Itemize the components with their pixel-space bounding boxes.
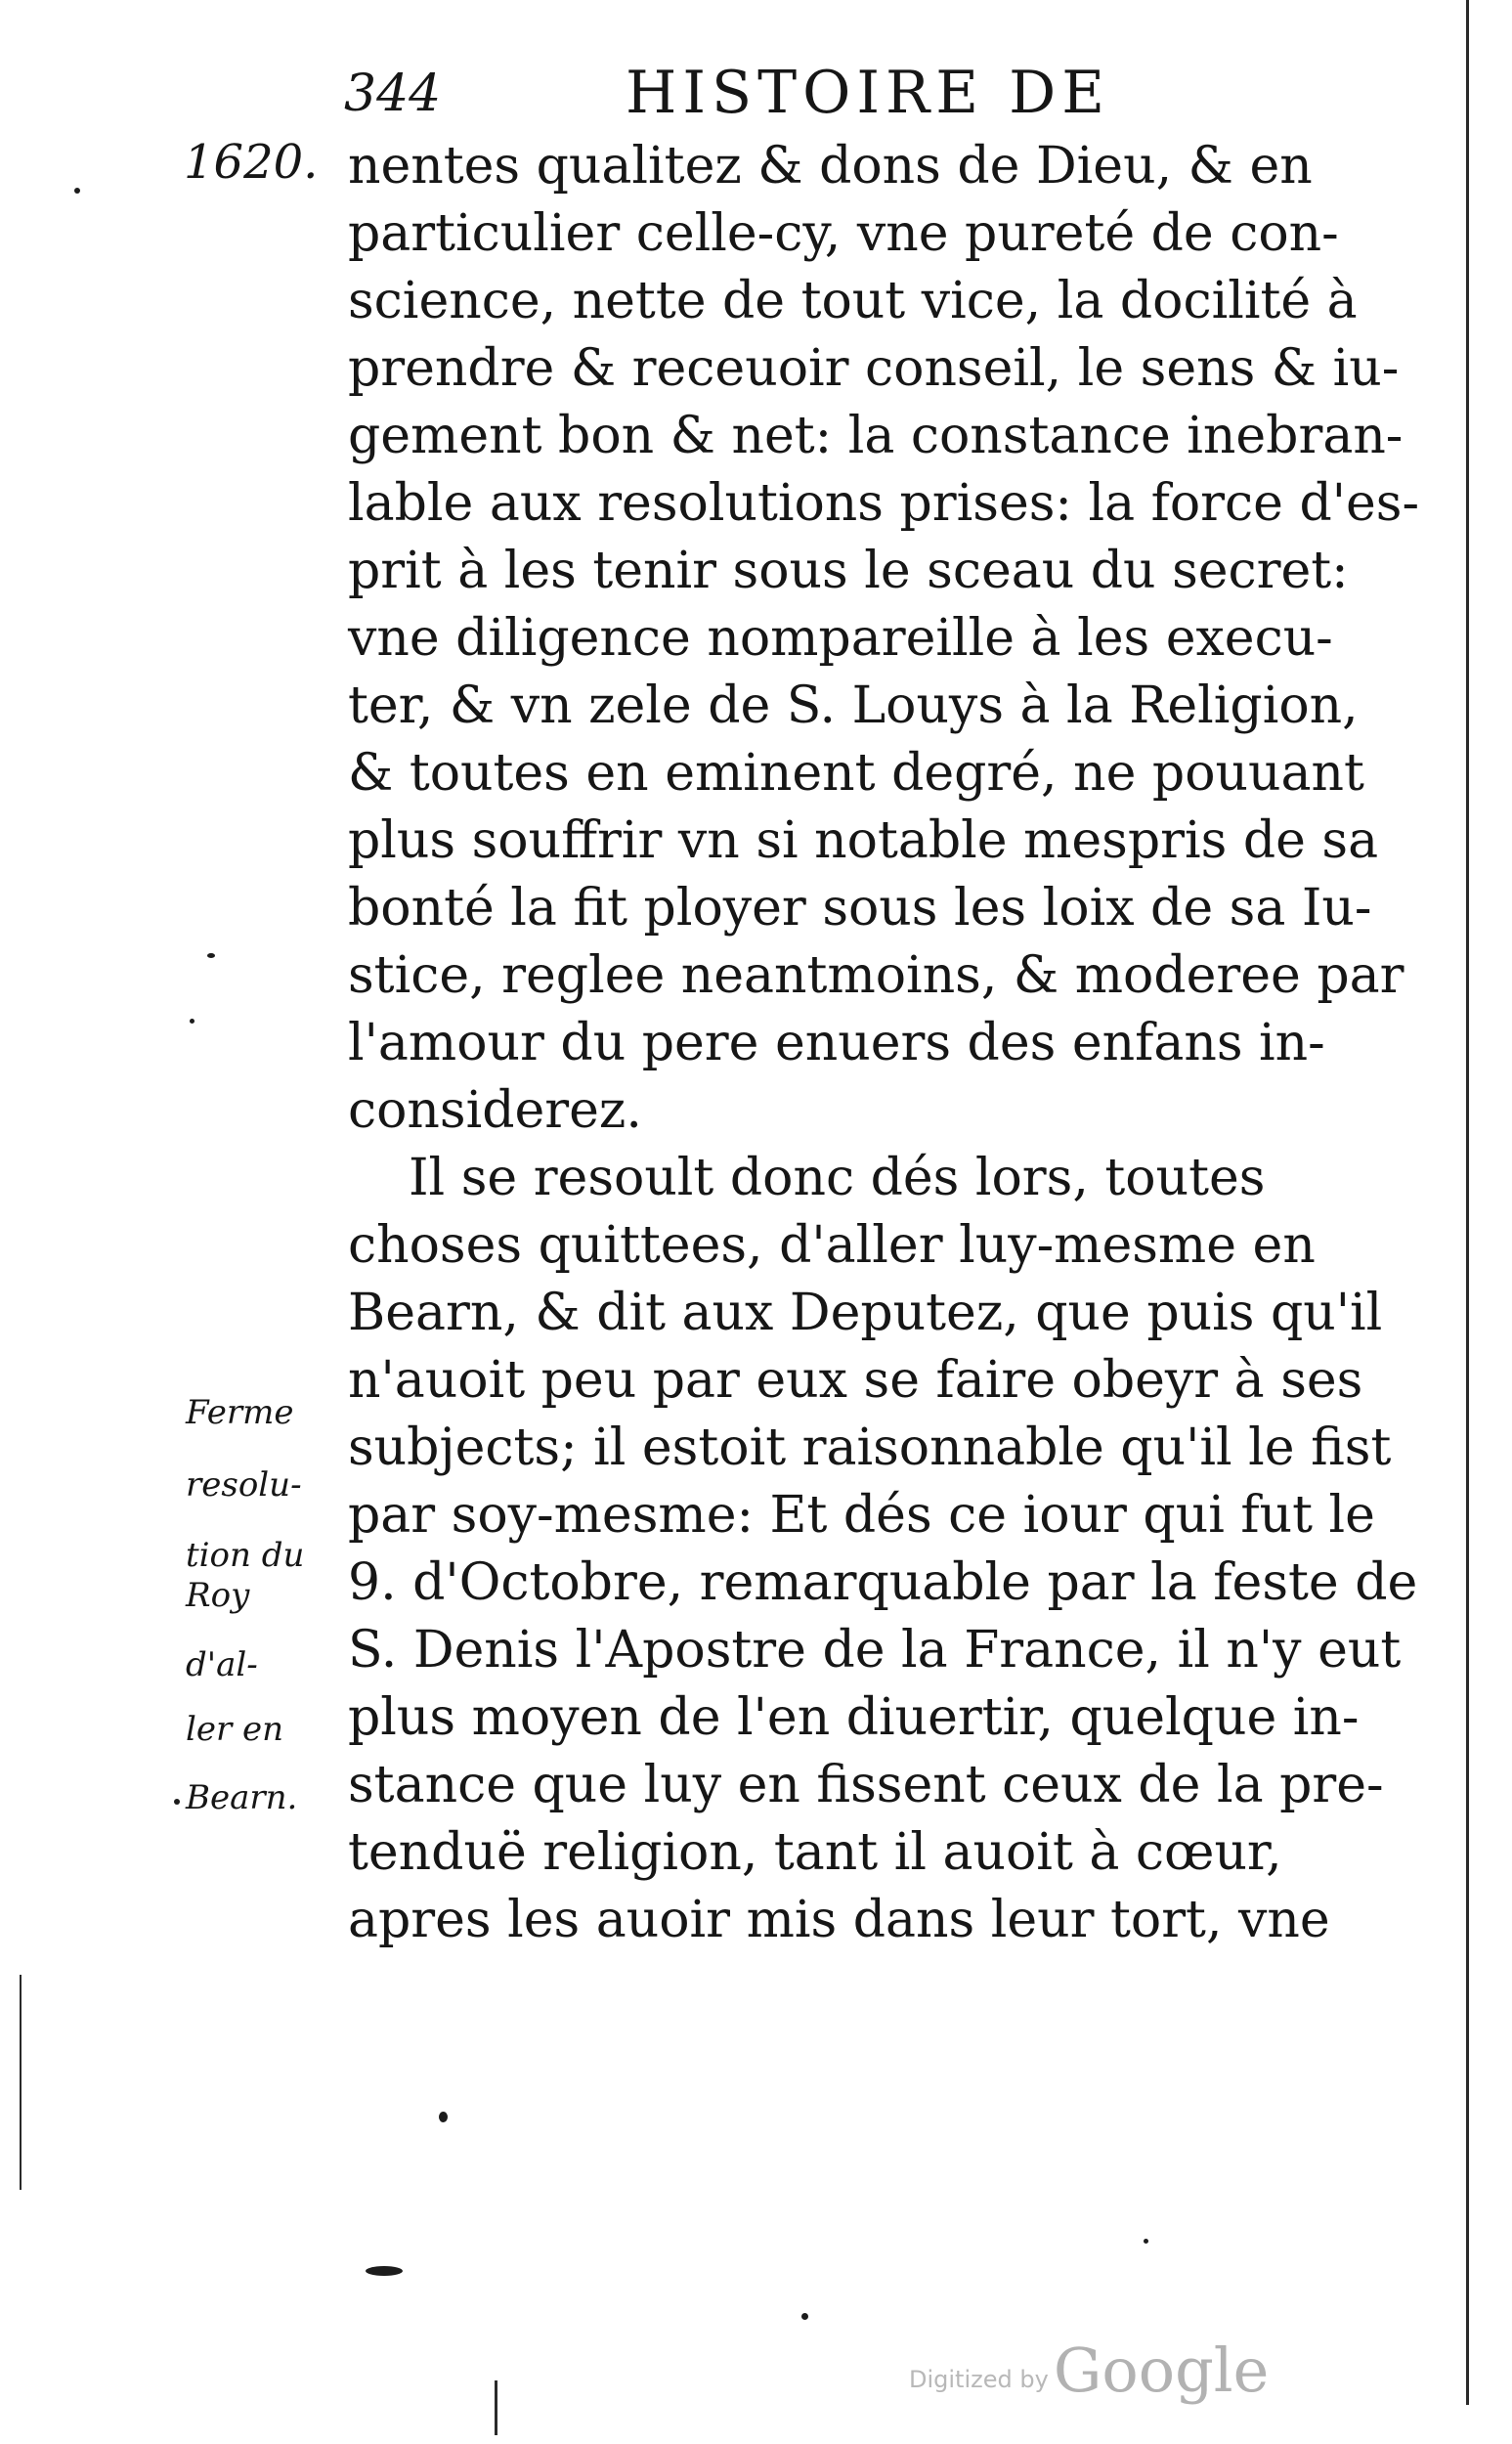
scan-speck	[207, 953, 215, 958]
text-line: par soy-mesme: Et dés ce iour qui fut le	[348, 1486, 1375, 1545]
margin-note-line: Ferme	[186, 1393, 294, 1432]
scan-speck	[801, 2313, 808, 2320]
page-edge	[1466, 0, 1469, 2405]
text-line: prit à les tenir sous le sceau du secret:	[348, 542, 1349, 600]
text-line: prendre & receuoir conseil, le sens & iu-	[348, 339, 1400, 398]
text-line: vne diligence nompareille à les execu-	[348, 609, 1333, 668]
margin-note-line: Roy	[186, 1576, 250, 1615]
text-line: stance que luy en fissent ceux de la pre-	[348, 1756, 1384, 1814]
scan-speck	[174, 1799, 180, 1805]
digitized-by-google-watermark	[909, 2335, 1269, 2406]
text-line: subjects; il estoit raisonnable qu'il le fist	[348, 1418, 1392, 1477]
text-line: Il se resoult donc dés lors, toutes	[409, 1149, 1266, 1207]
page-edge	[495, 2380, 497, 2435]
margin-note-line: tion du	[186, 1536, 305, 1575]
text-line: science, nette de tout vice, la docilité à	[348, 272, 1358, 330]
margin-note-line: d'al-	[186, 1645, 258, 1684]
digitized-by-label: Digitized by	[909, 2366, 1049, 2393]
running-head: HISTOIRE DE	[626, 59, 1110, 127]
text-line: S. Denis l'Apostre de la France, il n'y eut	[348, 1621, 1402, 1680]
text-line: choses quittees, d'aller luy-mesme en	[348, 1216, 1316, 1275]
page-number: 344	[344, 65, 442, 123]
scan-speck	[1144, 2239, 1148, 2244]
text-line: lable aux resolutions prises: la force d'es-	[348, 474, 1420, 533]
text-line: considerez.	[348, 1081, 642, 1140]
text-line: particulier celle-cy, vne pureté de con-	[348, 204, 1339, 263]
text-line: gement bon & net: la constance inebran-	[348, 407, 1404, 465]
margin-note-line: ler en	[186, 1710, 284, 1749]
scan-speck	[366, 2266, 403, 2276]
page-edge	[20, 1975, 22, 2190]
text-line: bonté la fit ployer sous les loix de sa Iu-	[348, 879, 1372, 938]
text-line: plus souffrir vn si notable mespris de sa	[348, 811, 1379, 870]
text-line: plus moyen de l'en diuertir, quelque in-	[348, 1688, 1360, 1747]
text-line: n'auoit peu par eux se faire obeyr à ses	[348, 1351, 1363, 1410]
scan-speck	[74, 188, 80, 194]
text-line: Bearn, & dit aux Deputez, que puis qu'il	[348, 1284, 1383, 1342]
scan-speck	[190, 1019, 194, 1024]
text-line: stice, reglee neantmoins, & moderee par	[348, 946, 1404, 1005]
text-line: apres les auoir mis dans leur tort, vne	[348, 1891, 1330, 1949]
text-line: l'amour du pere enuers des enfans in-	[348, 1014, 1325, 1072]
margin-note-line: Bearn.	[186, 1778, 298, 1817]
margin-year: 1620.	[184, 135, 319, 190]
text-line: nentes qualitez & dons de Dieu, & en	[348, 137, 1313, 196]
text-line: 9. d'Octobre, remarquable par la feste de	[348, 1553, 1418, 1612]
margin-note-line: resolu-	[186, 1465, 302, 1505]
text-line: & toutes en eminent degré, ne pouuant	[348, 744, 1364, 803]
text-line: ter, & vn zele de S. Louys à la Religion,	[348, 676, 1359, 735]
scan-speck	[439, 2112, 448, 2122]
text-line: tenduë religion, tant il auoit à cœur,	[348, 1823, 1282, 1882]
google-logo: Google	[1053, 2335, 1270, 2406]
